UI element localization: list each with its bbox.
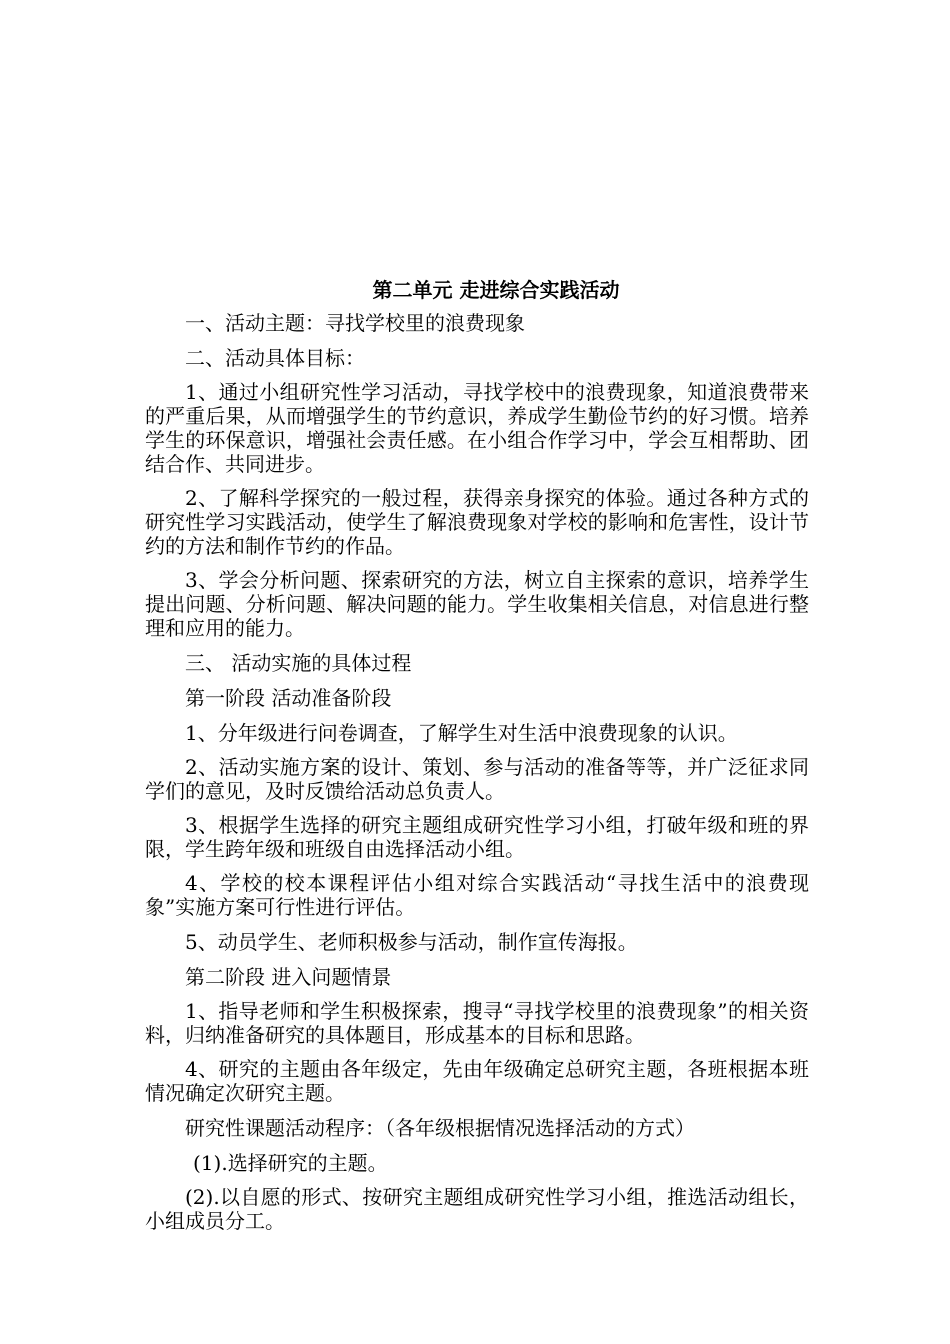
- document-body: [145, 276, 809, 1243]
- procedure-step-2: (2).以自愿的形式、按研究主题组成研究性学习小组，推选活动组长，小组成员分工。: [145, 1185, 809, 1233]
- stage1-item-5: 5、动员学生、老师积极参与活动，制作宣传海报。: [185, 930, 638, 954]
- procedure-heading: 研究性课题活动程序：（各年级根据情况选择活动的方式）: [185, 1116, 695, 1140]
- stage1-item-4: 4、学校的校本课程评估小组对综合实践活动“寻找生活中的浪费现象”实施方案可行性进行评估。: [145, 871, 809, 919]
- stage1-item-2: 2、活动实施方案的设计、策划、参与活动的准备等等，并广泛征求同学们的意见，及时反馈给活动总负责人。: [145, 755, 809, 803]
- stage1-item-3: 3、根据学生选择的研究主题组成研究性学习小组，打破年级和班的界限，学生跨年级和班级自由选择活动小组。: [145, 813, 809, 861]
- page-title: 第二单元 走进综合实践活动: [372, 278, 620, 302]
- stage1-item-1: 1、分年级进行问卷调查，了解学生对生活中浪费现象的认识。: [185, 721, 738, 745]
- stage-heading-1: 第一阶段 活动准备阶段: [185, 686, 392, 710]
- section-heading-theme: 一、活动主题：寻找学校里的浪费现象: [185, 311, 525, 335]
- goal-paragraph-1: 1、通过小组研究性学习活动，寻找学校中的浪费现象，知道浪费带来的严重后果，从而增强学生的节约意识，养成学生勤俭节约的好习惯。培养学生的环保意识，增强社会责任感。在小组合作学习中，学会互相帮助、团结合作、共同进步。: [145, 380, 809, 476]
- stage-heading-2: 第二阶段 进入问题情景: [185, 965, 392, 989]
- section-heading-process: 三、 活动实施的具体过程: [185, 651, 412, 675]
- stage2-item-4: 4、研究的主题由各年级定，先由年级确定总研究主题，各班根据本班情况确定次研究主题。: [145, 1057, 809, 1105]
- goal-paragraph-3: 3、学会分析问题、探索研究的方法，树立自主探索的意识，培养学生提出问题、分析问题、解决问题的能力。学生收集相关信息，对信息进行整理和应用的能力。: [145, 568, 809, 640]
- section-heading-goals: 二、活动具体目标：: [185, 346, 365, 370]
- stage2-item-1: 1、指导老师和学生积极探索，搜寻“寻找学校里的浪费现象”的相关资料，归纳准备研究的具体题目，形成基本的目标和思路。: [145, 999, 809, 1047]
- goal-paragraph-2: 2、了解科学探究的一般过程，获得亲身探究的体验。通过各种方式的研究性学习实践活动，使学生了解浪费现象对学校的影响和危害性，设计节约的方法和制作节约的作品。: [145, 486, 809, 558]
- procedure-step-1: (1).选择研究的主题。: [193, 1151, 388, 1175]
